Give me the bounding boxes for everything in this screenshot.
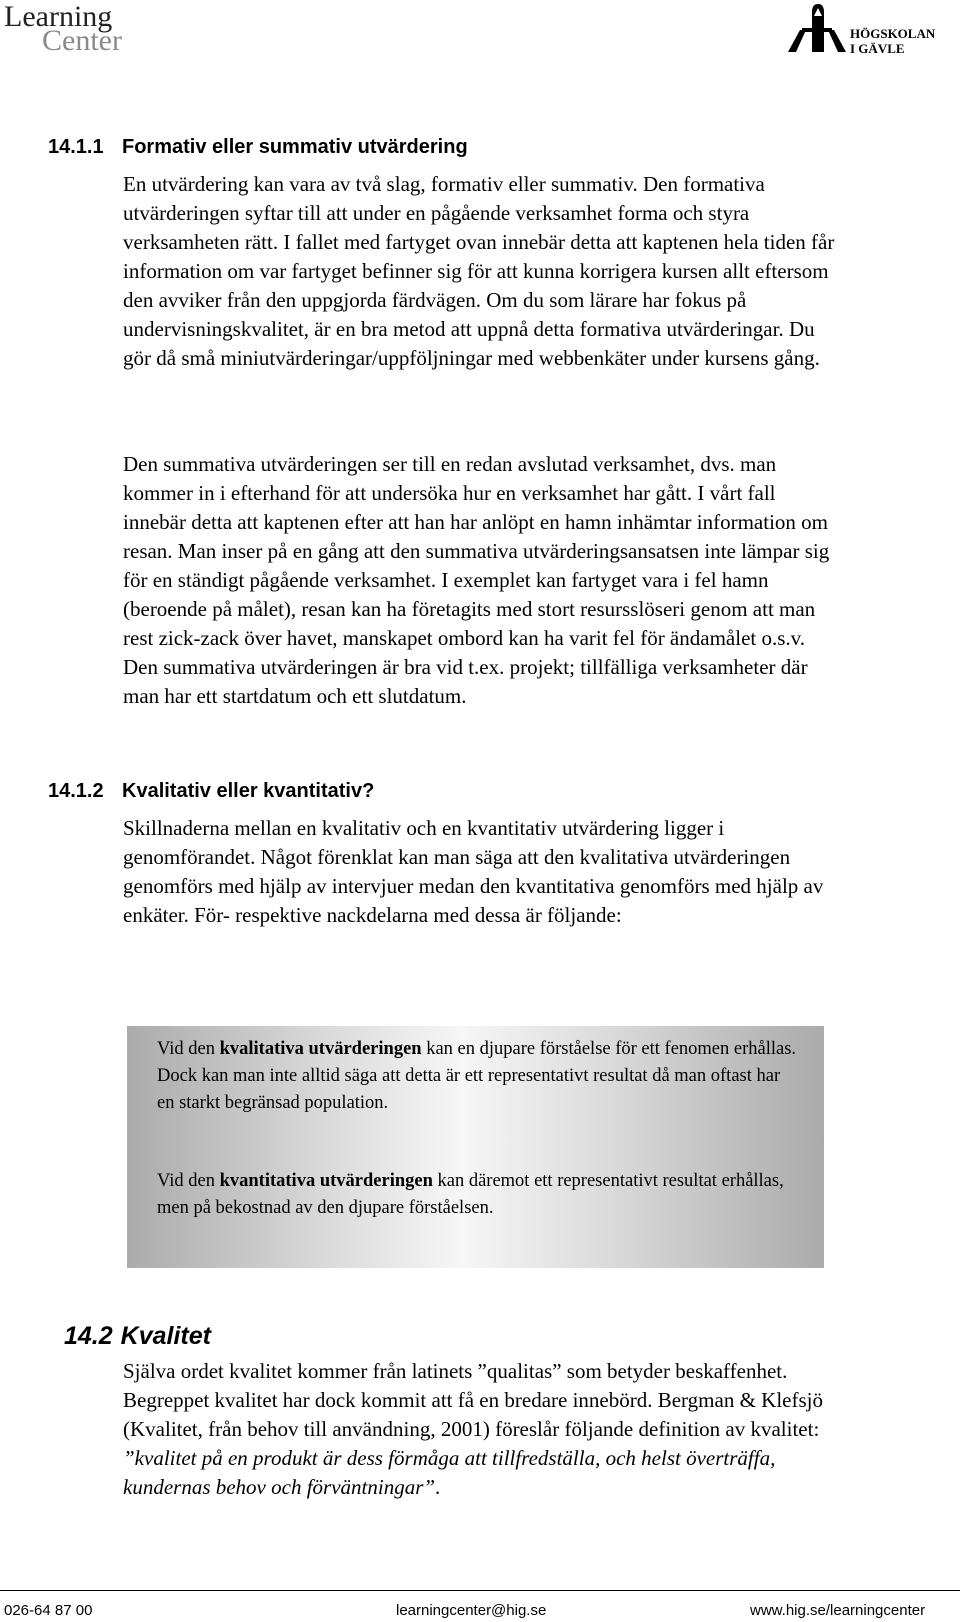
paragraph-kvalitativ: Skillnaderna mellan en kvalitativ och en kvantitativ utvärdering ligger i genomförandet. Något förenklat kan man säga att den kvalitativa utvärderingen genomförs med hjälp av intervjuer medan den kvantitativa genomförs med hjälp av enkäter. För- respektive nackdelarna med dessa är följande:	[123, 816, 824, 927]
quality-definition-quote: ”kvalitet på en produkt är dess förmåga att tillfredställa, och helst överträffa, kundernas behov och förväntningar”	[123, 1446, 776, 1499]
comparison-box	[127, 1026, 824, 1268]
section-heading-kvalitativ	[48, 780, 374, 803]
section-title: Formativ eller summativ utvärdering	[122, 136, 468, 158]
footer-phone: 026-64 87 00	[4, 1602, 93, 1619]
hig-emblem-icon	[786, 2, 848, 54]
learning-center-logo	[4, 2, 122, 56]
box-term-kvantitativ: kvantitativa utvärderingen	[219, 1171, 433, 1191]
section-number: 14.1.2	[48, 780, 104, 802]
paragraph-kvalitet: Själva ordet kvalitet kommer från latinets ”qualitas” som betyder beskaffenhet. Begreppet kvalitet har dock kommit att få en bredare innebörd. Bergman & Klefsjö (Kvalitet, från behov till användning, 2001) föreslår följande definition av kvalitet: ”kvalitet på en produkt är dess förmåga att tillfredställa, och helst överträffa, kundernas behov och förväntningar”.	[123, 1359, 823, 1499]
footer-divider	[0, 1590, 960, 1591]
footer-email[interactable]: learningcenter@hig.se	[396, 1602, 547, 1619]
section-title: Kvalitet	[120, 1322, 211, 1350]
section-title: Kvalitativ eller kvantitativ?	[122, 780, 375, 802]
box-paragraph-kvalitativ: Vid den kvalitativa utvärderingen kan en djupare förståelse för ett fenomen erhållas. Dock kan man inte alltid säga att detta är ett representativt resultat då man oftast har en starkt begränsad population.	[157, 1039, 797, 1113]
logo-line-learning: Learning	[4, 0, 113, 33]
box-paragraph-kvantitativ: Vid den kvantitativa utvärderingen kan däremot ett representativt resultat erhållas, men på bekostnad av den djupare förståelsen.	[157, 1171, 784, 1218]
logo-line-gavle: I GÄVLE	[850, 41, 905, 56]
footer-website[interactable]: www.hig.se/learningcenter	[750, 1602, 926, 1619]
logo-line-hogskolan: HÖGSKOLAN	[850, 26, 936, 41]
section-heading-formativ	[48, 136, 468, 159]
section-heading-kvalitet	[64, 1322, 211, 1351]
box-term-kvalitativ: kvalitativa utvärderingen	[219, 1039, 422, 1059]
section-number: 14.1.1	[48, 136, 104, 158]
hogskolan-gavle-logo	[786, 2, 946, 54]
paragraph-formativ: En utvärdering kan vara av två slag, formativ eller summativ. Den formativa utvärderingen syftar till att under en pågående verksamhet forma och styra verksamheten rätt. I fallet med fartyget ovan innebär detta att kaptenen hela tiden får information om var fartyget befinner sig för att kunna korrigera kursen allt eftersom den avviker från den uppgjorda färdvägen. Om du som lärare har fokus på undervisningskvalitet, är en bra metod att uppnå detta formativa utvärderingar. Du gör då små miniutvärderingar/uppföljningar med webbenkäter under kursens gång.	[123, 172, 835, 370]
section-number: 14.2	[64, 1322, 113, 1350]
paragraph-summativ: Den summativa utvärderingen ser till en redan avslutad verksamhet, dvs. man kommer in i efterhand för att undersöka hur en verksamhet har gått. I vårt fall innebär detta att kaptenen efter att han har anlöpt en hamn inhämtar information om resan. Man inser på en gång att den summativa utvärderingsansatsen inte lämpar sig för en ständigt pågående verksamhet. I exemplet kan fartyget vara i fel hamn (beroende på målet), resan kan ha företagits med stort resursslöseri genom att man rest zick-zack över havet, manskapet ombord kan ha varit fel för ändamålet o.s.v. Den summativa utvärderingen är bra vid t.ex. projekt; tillfälliga verksamheter där man har ett startdatum och ett slutdatum.	[123, 452, 830, 708]
logo-line-center: Center	[42, 24, 122, 57]
